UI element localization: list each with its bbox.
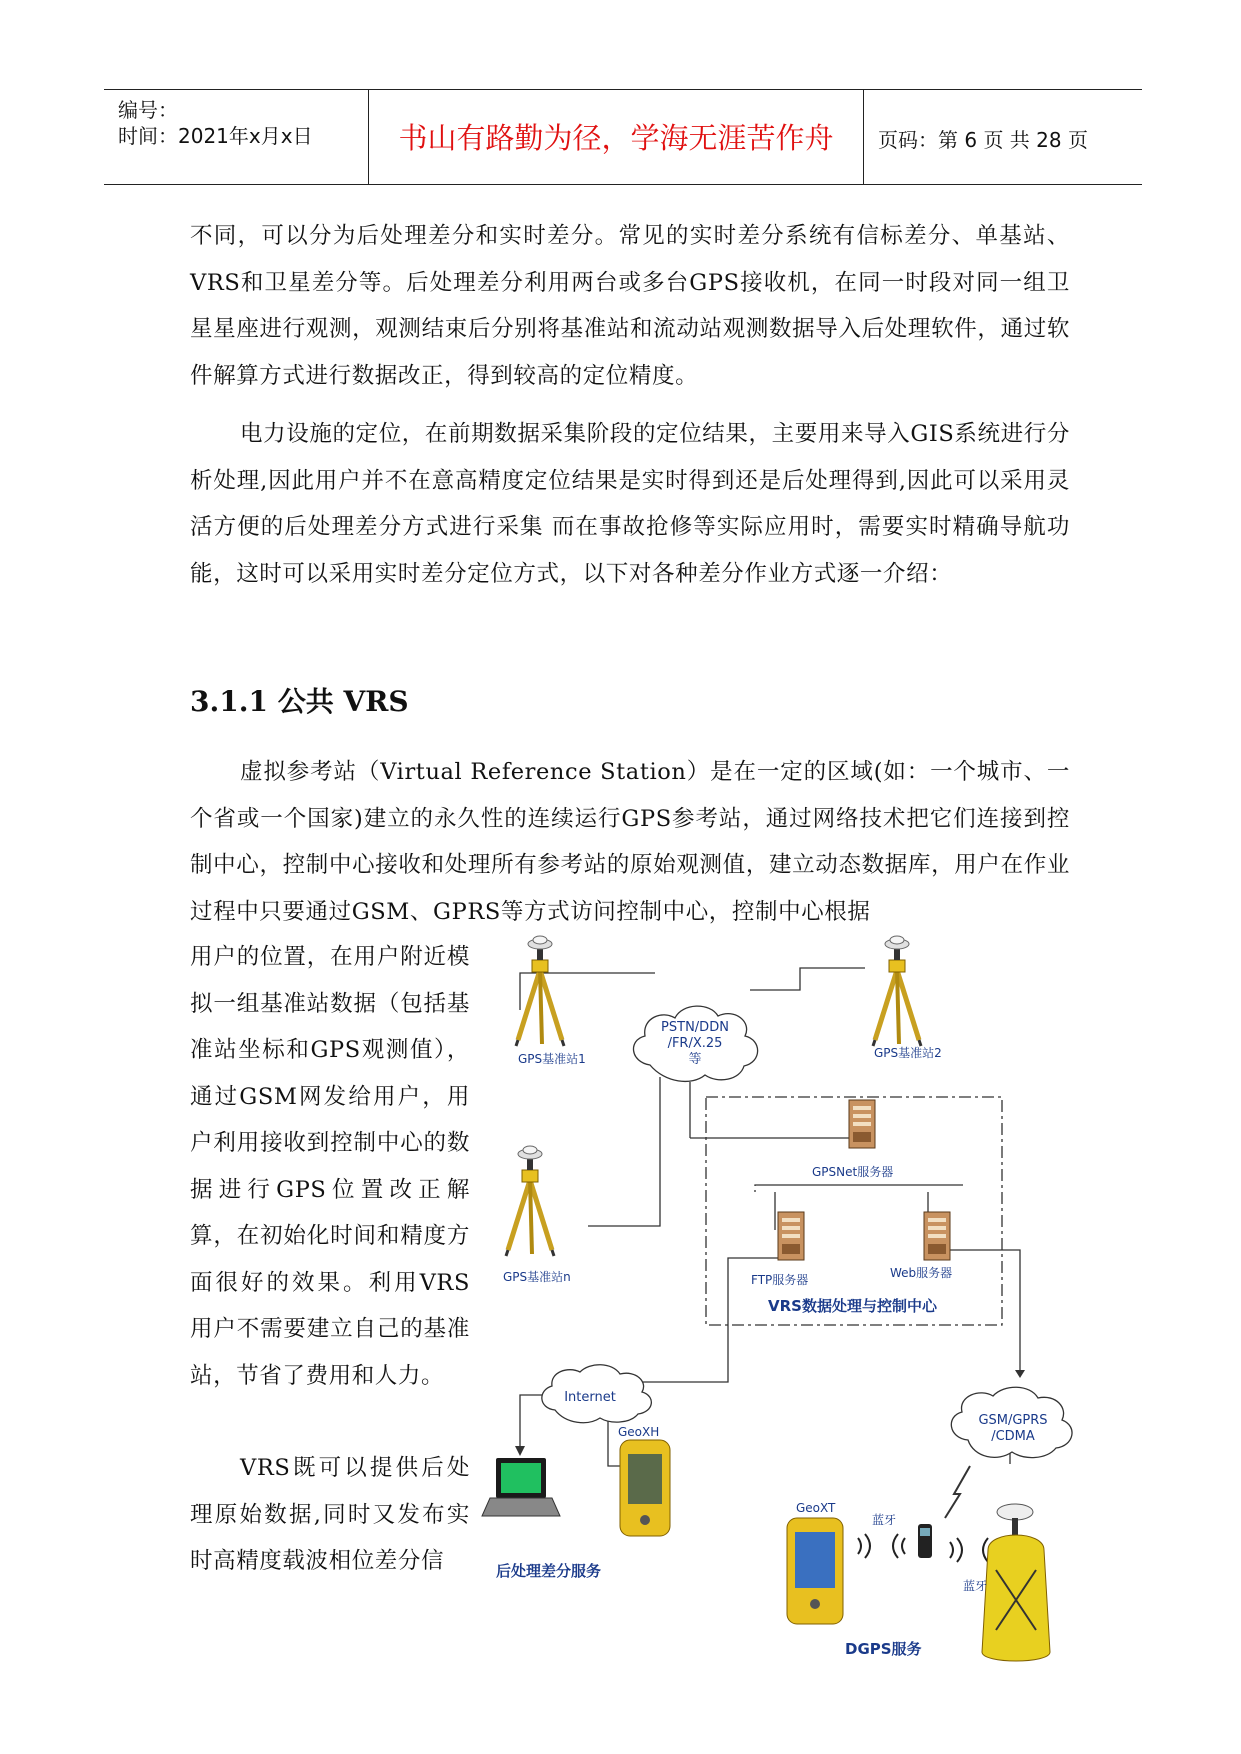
paragraph-vrs-services: VRS既可以提供后处理原始数据,同时又发布实时高精度载波相位差分信 xyxy=(190,1455,470,1574)
gps-station-n-icon xyxy=(506,1146,554,1256)
bluetooth-label-top: 蓝牙 xyxy=(872,1513,897,1527)
document-number-label: 编号： xyxy=(118,98,178,122)
postproc-service-label: 后处理差分服务 xyxy=(496,1562,602,1580)
mobile-phone-icon xyxy=(918,1524,932,1558)
ftp-server-icon xyxy=(778,1212,804,1260)
gpsnet-server-icon xyxy=(849,1100,875,1148)
section-heading-public-vrs: 3.1.1 公共 VRS xyxy=(190,685,409,718)
station-n-label: GPS基准站n xyxy=(503,1270,571,1284)
geoxt-device-icon xyxy=(787,1518,843,1624)
paragraph-vrs-user-position: 用户的位置，在用户附近模拟一组基准站数据（包括基准站坐标和GPS观测值），通过GSM网发给用户，用户利用接收到控制中心的数据进行GPS位置改正解算，在初始化时间和精度方面很好的效果。利用VRS用户不需要建立自己的基准站，节省了费用和人力。 xyxy=(190,944,470,1389)
web-server-icon xyxy=(924,1212,950,1260)
gps-station-2-icon xyxy=(873,936,921,1046)
gpsnet-server-label: GPSNet服务器 xyxy=(812,1165,894,1179)
laptop-icon xyxy=(482,1458,560,1516)
header-motto: 书山有路勤为径，学海无涯苦作舟 xyxy=(398,121,834,155)
page-number-label: 页码：第 6 页 共 28 页 xyxy=(878,128,1088,152)
paragraph-power-facility-positioning: 电力设施的定位，在前期数据采集阶段的定位结果，主要用来导入GIS系统进行分析处理,因此用户并不在意高精度定位结果是实时得到还是后处理得到,因此可以采用灵活方便的后处理差分方式进行采集 而在事故抢修等实际应用时，需要实时精确导航功能，这时可以采用实时差分定位方式，以下对各种差分作业方式逐一介绍： xyxy=(190,421,1070,587)
web-server-label: Web服务器 xyxy=(890,1266,953,1280)
pstn-cloud-line1: PSTN/DDN xyxy=(661,1020,729,1035)
paragraph-differential-types: 不同，可以分为后处理差分和实时差分。常见的实时差分系统有信标差分、单基站、VRS和卫星差分等。后处理差分利用两台或多台GPS接收机，在同一时段对同一组卫星星座进行观测，观测结束后分别将基准站和流动站观测数据导入后处理软件，通过软件解算方式进行数据改正，得到较高的定位精度。 xyxy=(190,223,1070,389)
internet-cloud-label: Internet xyxy=(564,1390,616,1405)
dgps-service-label: DGPS服务 xyxy=(845,1640,922,1658)
gps-station-1-icon xyxy=(516,936,564,1046)
gsm-cloud-line2: /CDMA xyxy=(991,1429,1035,1444)
ftp-server-label: FTP服务器 xyxy=(751,1273,809,1287)
document-time-label: 时间：2021年x月x日 xyxy=(118,124,313,148)
paragraph-vrs-intro: 虚拟参考站（Virtual Reference Station）是在一定的区域(如：一个城市、一个省或一个国家)建立的永久性的连续运行GPS参考站，通过网络技术把它们连接到控制中心，控制中心接收和处理所有参考站的原始观测值，建立动态数据库，用户在作业过程中只要通过GSM、GPRS等方式访问控制中心，控制中心根据 xyxy=(190,759,1070,925)
bluetooth-label-bottom: 蓝牙 xyxy=(963,1579,988,1593)
geoxh-device-icon xyxy=(620,1440,670,1536)
control-center-label: VRS数据处理与控制中心 xyxy=(768,1297,937,1315)
backpack-receiver-icon xyxy=(982,1504,1050,1661)
geoxh-label: GeoXH xyxy=(618,1425,660,1439)
geoxt-label: GeoXT xyxy=(796,1501,836,1515)
gsm-cloud-line1: GSM/GPRS xyxy=(978,1413,1048,1428)
station-2-label: GPS基准站2 xyxy=(874,1046,942,1060)
pstn-cloud-line3: 等 xyxy=(688,1052,702,1067)
station-1-label: GPS基准站1 xyxy=(518,1052,586,1066)
antenna-signal-icon xyxy=(945,1466,970,1518)
pstn-cloud-line2: /FR/X.25 xyxy=(667,1036,723,1051)
